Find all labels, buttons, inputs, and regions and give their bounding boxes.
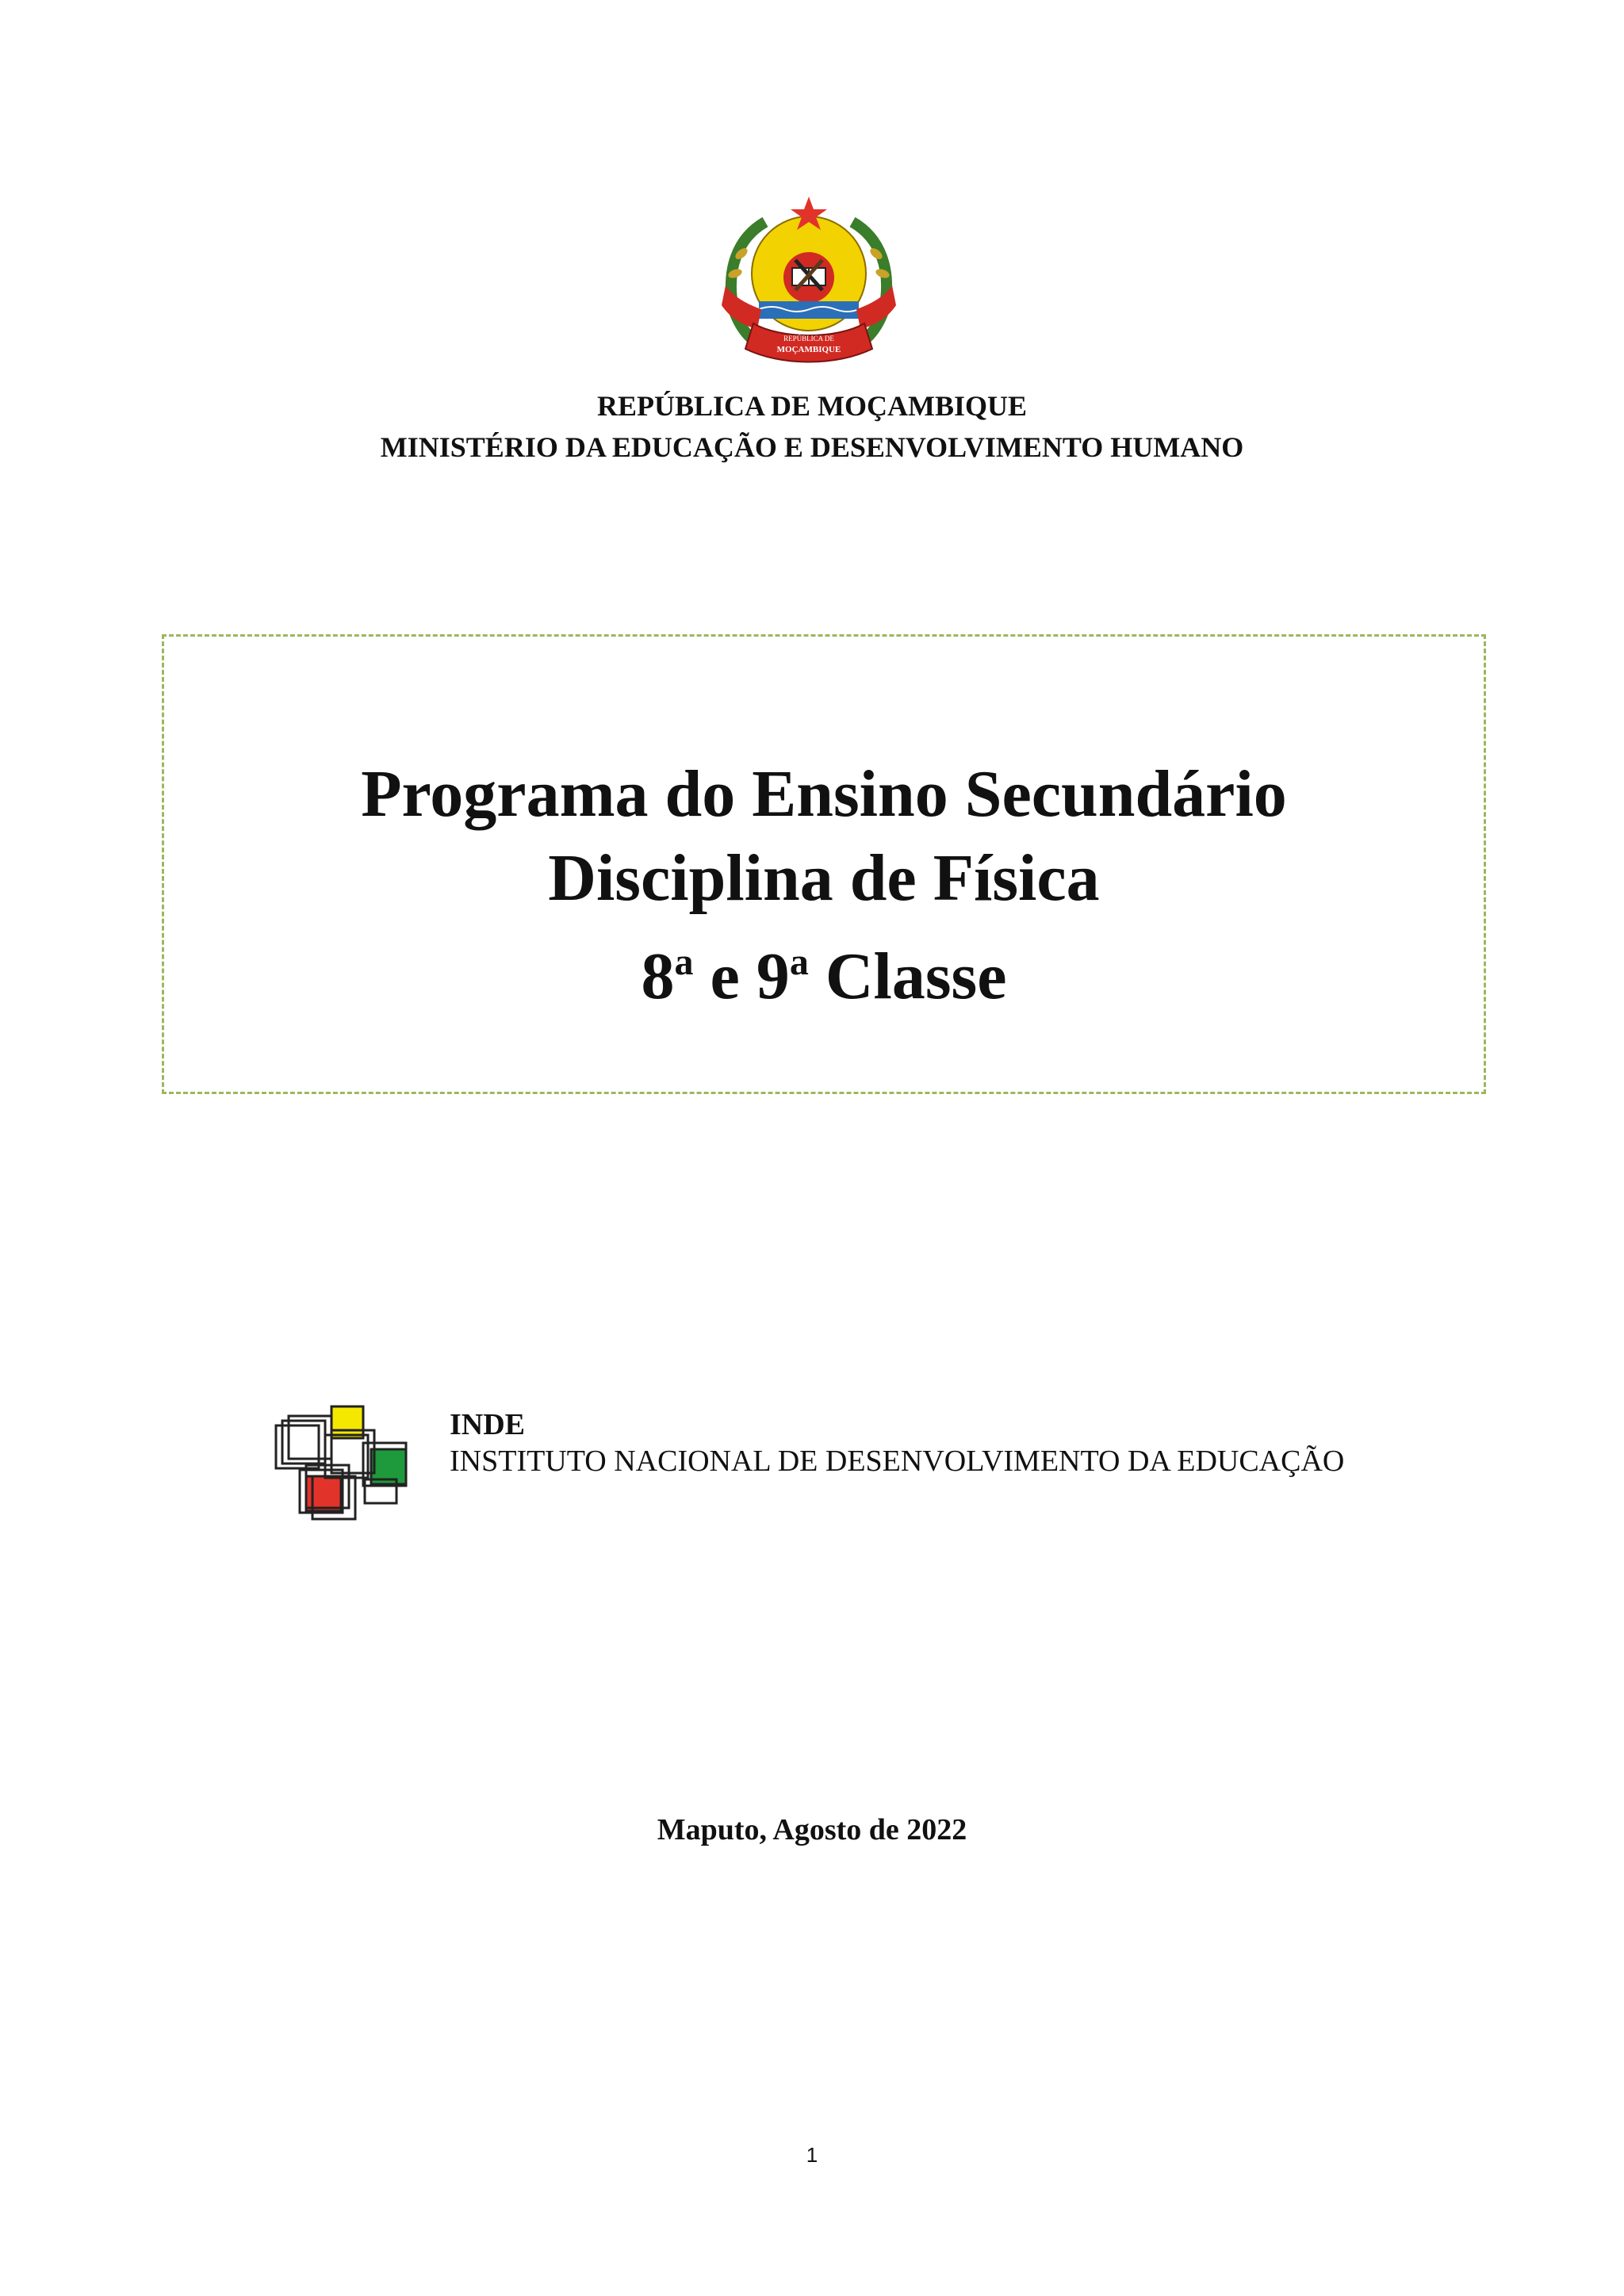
mozambique-coat-of-arms-icon [710, 190, 908, 373]
grade-number-8: 8 [641, 939, 675, 1013]
country-name: REPÚBLICA DE MOÇAMBIQUE [596, 390, 1028, 422]
grade-number-9: e 9 [693, 939, 790, 1013]
emblem-ribbon-text-2: MOÇAMBIQUE [776, 345, 841, 354]
grade-ordinal-2: a [789, 941, 809, 983]
grade-class-word: Classe [808, 939, 1007, 1013]
page-number: 1 [806, 2143, 818, 2167]
emblem-ribbon-text-1: REPÚBLICA DE [783, 335, 834, 342]
document-header [0, 385, 1624, 468]
inde-logo-icon [270, 1403, 420, 1522]
title-line-program: Programa do Ensino Secundário [361, 757, 1287, 831]
grade-ordinal-1: a [674, 941, 694, 983]
document-title [164, 752, 1484, 1019]
institute-name: INSTITUTO NACIONAL DE DESENVOLVIMENTO DA EDUCAÇÃO [450, 1445, 1345, 1478]
title-line-grades [164, 920, 1484, 1019]
institute-block [450, 1406, 1344, 1479]
institute-abbreviation: INDE [450, 1408, 526, 1441]
place-date: Maputo, Agosto de 2022 [657, 1813, 967, 1846]
title-box [162, 634, 1486, 1094]
title-line-subject: Disciplina de Física [548, 841, 1100, 915]
ministry-name: MINISTÉRIO DA EDUCAÇÃO E DESENVOLVIMENTO HUMANO [380, 431, 1244, 463]
